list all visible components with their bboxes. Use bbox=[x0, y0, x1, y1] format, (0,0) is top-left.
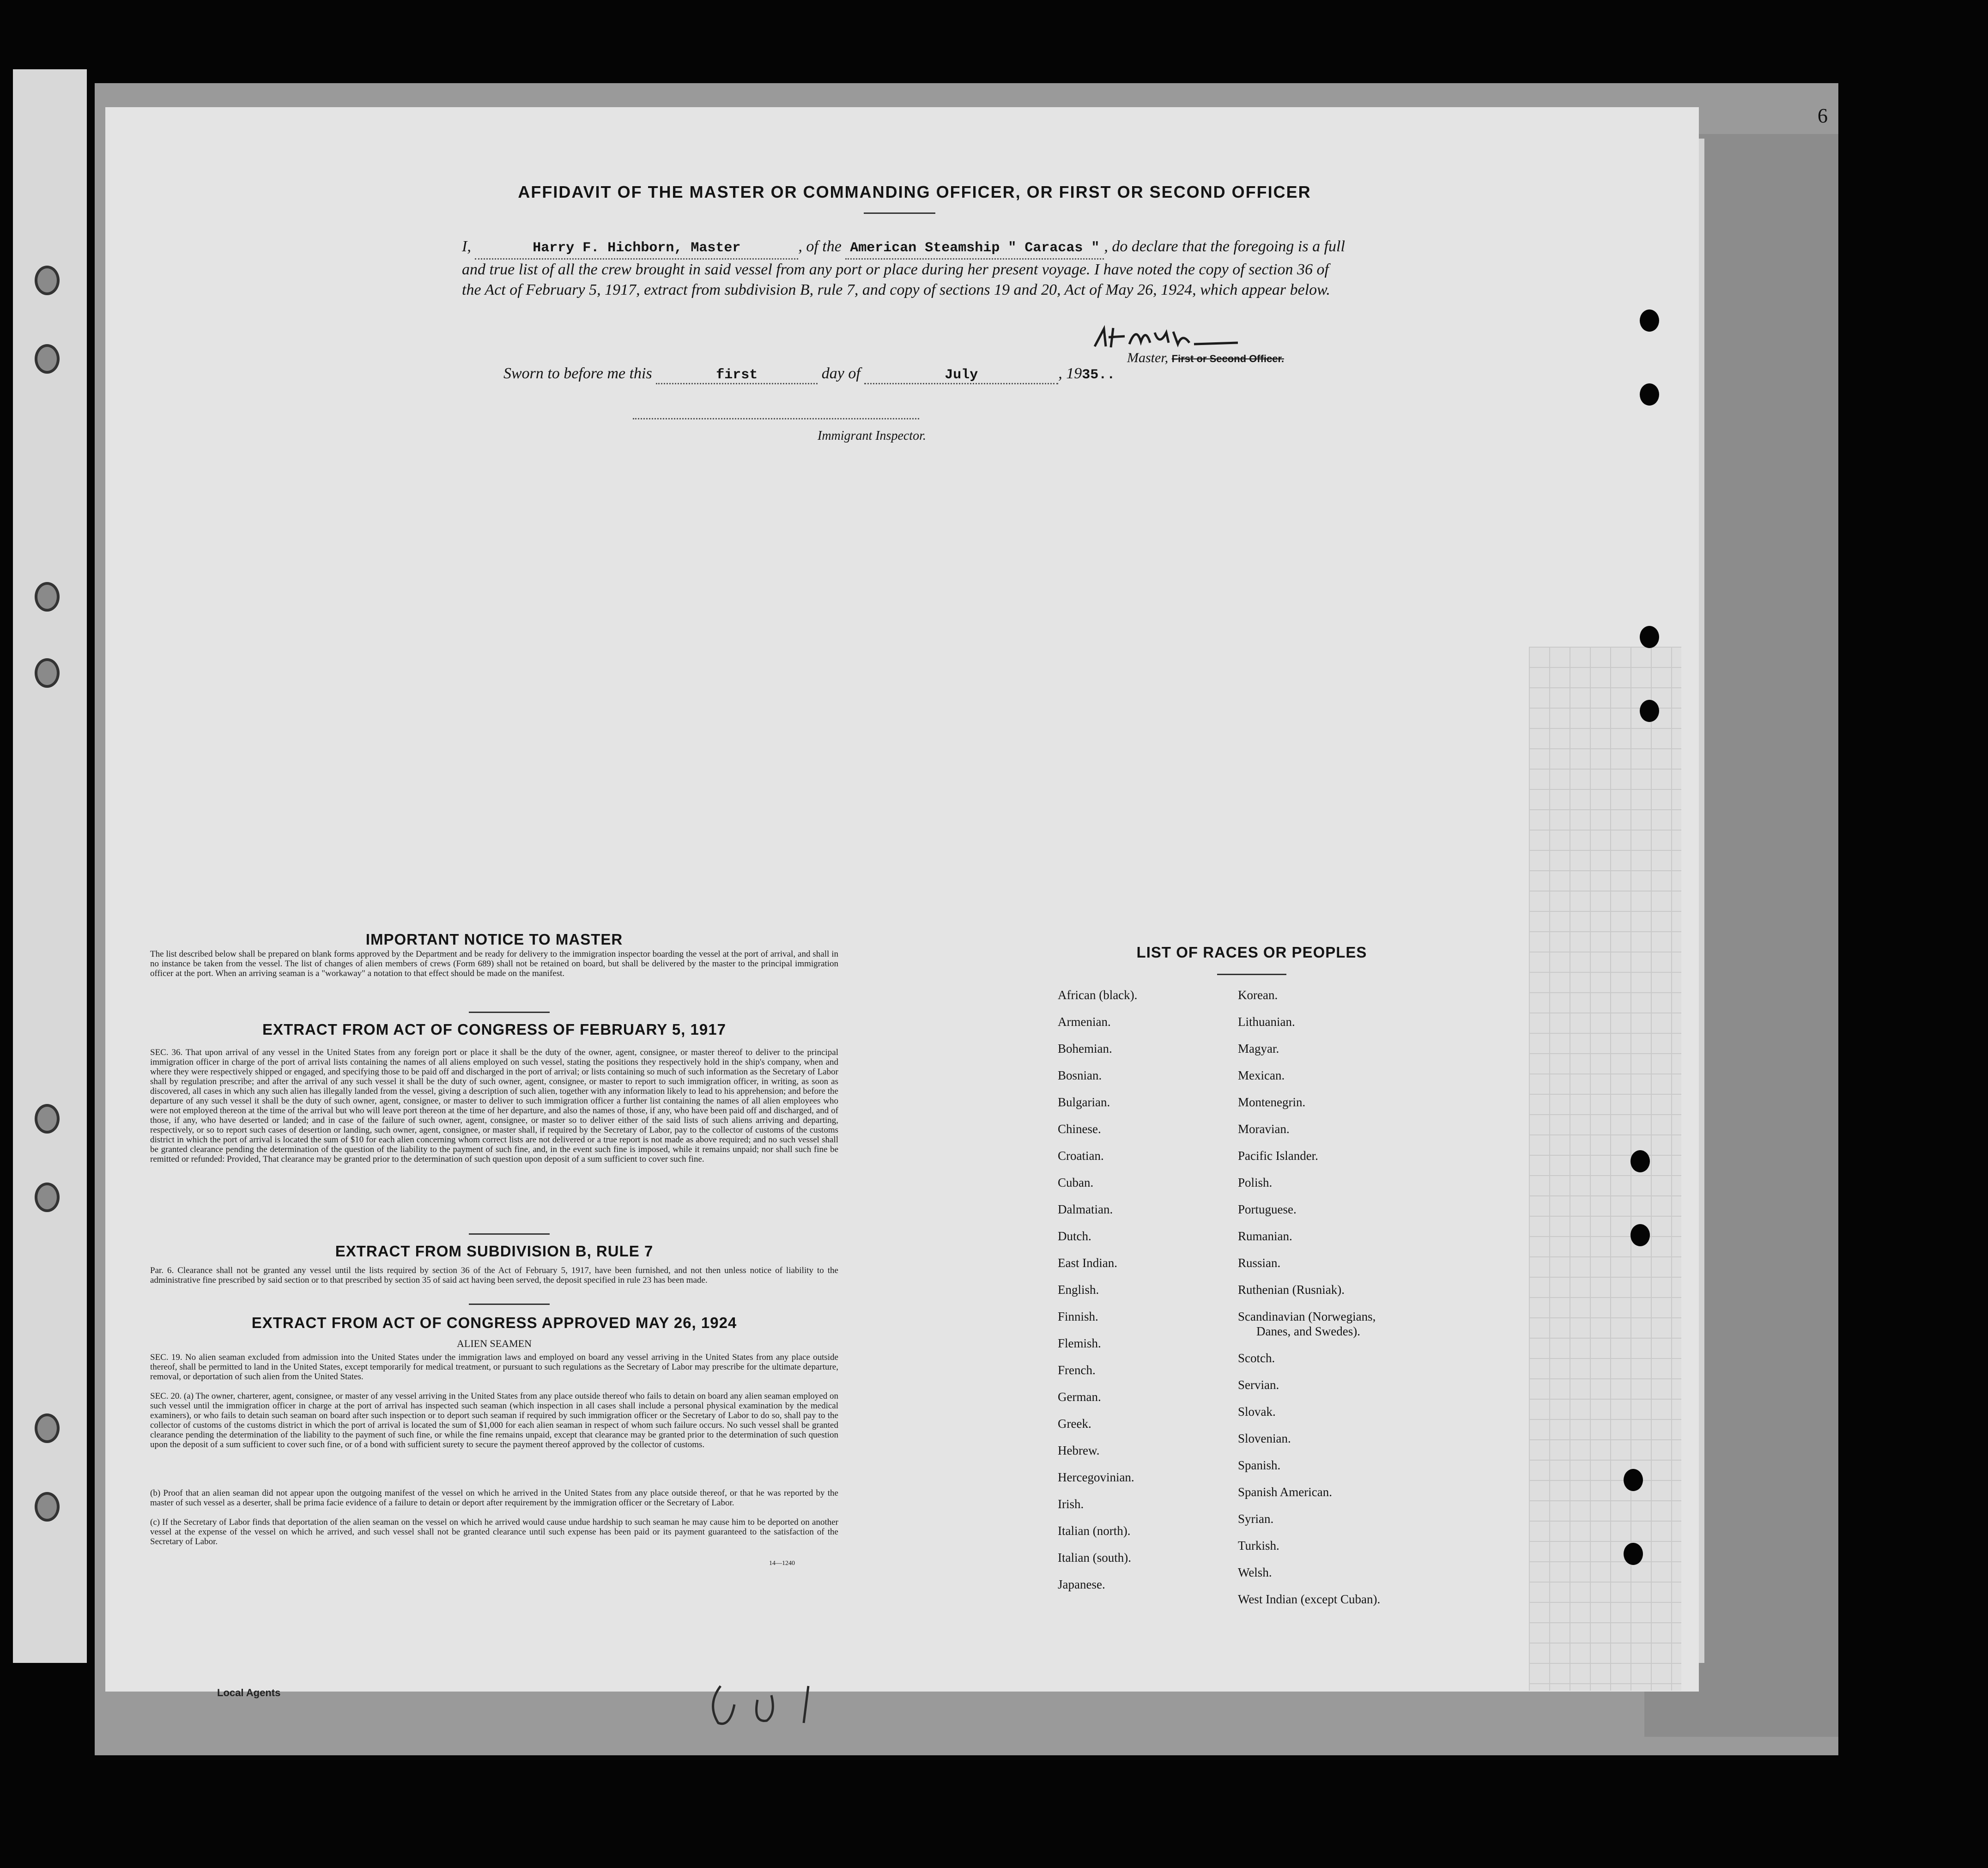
race-item: Mexican. bbox=[1238, 1068, 1285, 1082]
race-item: Dalmatian. bbox=[1058, 1202, 1113, 1216]
affidavit-title: AFFIDAVIT OF THE MASTER OR COMMANDING OFFICER, OR FIRST OR SECOND OFFICER bbox=[518, 182, 1311, 201]
binder-hole bbox=[35, 1492, 60, 1522]
race-item: Slovak. bbox=[1238, 1405, 1276, 1419]
race-item: Japanese. bbox=[1058, 1577, 1105, 1591]
race-item: African (black). bbox=[1058, 988, 1138, 1002]
race-item: Magyar. bbox=[1238, 1042, 1279, 1055]
divider bbox=[469, 1233, 550, 1235]
affidavit-prefix: I, bbox=[462, 238, 471, 255]
race-item: Syrian. bbox=[1238, 1512, 1274, 1526]
race-item: Cuban. bbox=[1058, 1176, 1094, 1189]
vessel-name-field: American Steamship " Caracas " bbox=[845, 238, 1104, 260]
sworn-line: Sworn to before me this first day of July , 1935.. bbox=[503, 365, 1115, 384]
race-item: Welsh. bbox=[1238, 1565, 1272, 1579]
race-item: Bosnian. bbox=[1058, 1068, 1102, 1082]
binder-hole bbox=[35, 582, 60, 612]
punch-hole bbox=[1640, 383, 1659, 406]
handwritten-mark bbox=[702, 1677, 896, 1732]
divider bbox=[864, 212, 935, 214]
races-title: LIST OF RACES OR PEOPLES bbox=[1136, 944, 1367, 961]
affidavit-of-the: , of the bbox=[798, 238, 842, 255]
race-item: French. bbox=[1058, 1363, 1096, 1377]
extract-1924-title: EXTRACT FROM ACT OF CONGRESS APPROVED MAY 26, 1924 bbox=[251, 1314, 737, 1331]
race-item: Servian. bbox=[1238, 1378, 1279, 1392]
race-item: West Indian (except Cuban). bbox=[1238, 1592, 1381, 1606]
section-20b-text: (b) Proof that an alien seaman did not appear upon the outgoing manifest of the vessel on which he arrived in the United States from any place outside thereof, or that he was reported by the master of such vessel as a deserter, shall be prima facie evidence of a failure to detain or deport after requirement by the immigration officer or the Secretary of Labor. bbox=[150, 1488, 838, 1508]
local-agents-label: Local Agents bbox=[217, 1687, 281, 1698]
race-item: Hercegovinian. bbox=[1058, 1470, 1134, 1484]
race-item: Polish. bbox=[1238, 1176, 1273, 1189]
race-item: German. bbox=[1058, 1390, 1101, 1404]
race-item: Turkish. bbox=[1238, 1539, 1279, 1553]
race-item: Italian (south). bbox=[1058, 1551, 1131, 1565]
race-item: Pacific Islander. bbox=[1238, 1149, 1318, 1163]
race-item: Lithuanian. bbox=[1238, 1015, 1295, 1029]
section-20c-text: (c) If the Secretary of Labor finds that deportation of the alien seaman on the vessel on which he arrived would cause undue hardship to such seaman he may cause him to be deported on another vessel at the expense of the vessel on which he arrived, and such vessel shall not be granted clearance until such expense has been paid or its payment guaranteed to the satisfaction of the Secretary of Labor. bbox=[150, 1517, 838, 1547]
sworn-day-field: first bbox=[656, 367, 818, 384]
race-item: Chinese. bbox=[1058, 1122, 1101, 1136]
extract-1917-text: SEC. 36. That upon arrival of any vessel in the United States from any foreign port or place it shall be the duty of the owner, agent, consignee, or master thereof to deliver to the principal immigration officer in charge of the port of arrival lists containing the names of all aliens employed on such vessel, stating the positions they respectively hold in the ship's company, when and where they were respectively shipped or engaged, and specifying those to be paid off and discharged in the port of arrival; or lists containing so much of such information as the Secretary of Labor shall by regulation prescribe; and after the arrival of any such vessel it shall be the duty of such owner, agent, consignee, or master to report to such immigration officer, in writing, as soon as discovered, all cases in which any such alien has illegally landed from the vessel, giving a description of such alien, together with any information likely to lead to his apprehension; and before the departure of any such vessel it shall be the duty of such owner, agent, consignee, or master to deliver to such immigration officer a further list containing the names of all alien employees who were not employed thereon at the time of the arrival but who will leave port thereon at the time of her departure, and also the names of those, if any, who have been paid off and discharged, and of those, if any, who have deserted or landed; and in case of the failure of such owner, agent, consignee, or master so to deliver either of the said lists of such aliens arriving and departing, respectively, or so to report such cases of desertion or landing, such owner, agent, consignee, or master shall, if required by the Secretary of Labor, pay to the collector of customs of the customs district in which the port of arrival is located the sum of $10 for each alien concerning whom correct lists are not delivered or a true report is not made as above required; and no such vessel shall be granted clearance pending the determination of the question of the liability to the payment of such fine, and, in the event such fine is imposed, while it remains unpaid; nor shall such fine be remitted or refunded: Provided, That clearance may be granted prior to the determination of such question upon deposit of a sum sufficient to cover such fine. bbox=[150, 1048, 838, 1164]
section-19-text: SEC. 19. No alien seaman excluded from admission into the United States under the immigration laws and employed on board any vessel arriving in the United States from any place outside thereof, shall be permitted to land in the United States, except temporarily for medical treatment, or pursuant to such regulations as the Secretary of Labor may prescribe for the ultimate departure, removal, or deportation of such alien from the United States. bbox=[150, 1352, 838, 1382]
extract-1917-title: EXTRACT FROM ACT OF CONGRESS OF FEBRUARY 5, 1917 bbox=[262, 1021, 726, 1038]
notice-text: The list described below shall be prepared on blank forms approved by the Department and be ready for delivery to the immigration inspector boarding the vessel at the port of arrival, and shall in no instance be taken from the vessel. The list of changes of alien members of crews (Form 689) shall not be retained on board, but shall be delivered by the master to the principal immigration officer at the port. When an arriving seaman is a "workaway" a notation to that effect should be made on the manifest. bbox=[150, 949, 838, 978]
race-item: Rumanian. bbox=[1238, 1229, 1292, 1243]
race-item: Portuguese. bbox=[1238, 1202, 1297, 1216]
punch-hole bbox=[1624, 1469, 1643, 1491]
race-item: Hebrew. bbox=[1058, 1443, 1100, 1457]
binder-hole bbox=[35, 1183, 60, 1212]
binder-hole bbox=[35, 344, 60, 374]
race-item: Spanish American. bbox=[1238, 1485, 1332, 1499]
affidavit-statement bbox=[462, 237, 1351, 300]
race-item: Danes, and Swedes). bbox=[1256, 1324, 1360, 1338]
race-item: Irish. bbox=[1058, 1497, 1084, 1511]
race-item: Scandinavian (Norwegians, bbox=[1238, 1310, 1376, 1323]
divider bbox=[469, 1012, 550, 1013]
race-item: Korean. bbox=[1238, 988, 1278, 1002]
race-item: Croatian. bbox=[1058, 1149, 1104, 1163]
races-list-left bbox=[1058, 982, 1137, 1598]
section-20a-text: SEC. 20. (a) The owner, charterer, agent, consignee, or master of any vessel arriving in the United States from any place outside thereof who fails to detain on board any alien seaman employed on such vessel until the immigration officer in charge at the port of arrival has inspected such seaman (which inspection in all cases shall include a personal physical examination by the medical examiners), or who fails to detain such seaman on board after such inspection or to deport such seaman if required by such immigration officer or the Secretary of Labor to do so, shall pay to the collector of customs of the customs district in which the port of arrival is located the sum of $1,000 for each alien seaman in respect of whom such failure occurs. No such vessel shall be granted clearance pending the determination of the liability to the payment of such fine, or while the fine remains unpaid, except that clearance may be granted prior to the determination of such question upon the deposit of a sum sufficient to cover such fine, or of a bond with sufficient surety to secure the payment thereof approved by the collector of customs. bbox=[150, 1391, 838, 1450]
grid-paper-edge bbox=[1529, 647, 1681, 1691]
sworn-year-field: 35.. bbox=[1082, 367, 1115, 383]
race-item: Ruthenian (Rusniak). bbox=[1238, 1283, 1345, 1297]
notice-title: IMPORTANT NOTICE TO MASTER bbox=[365, 931, 623, 948]
race-item: Bohemian. bbox=[1058, 1042, 1112, 1055]
binder-hole bbox=[35, 1413, 60, 1443]
alien-seamen-subtitle: ALIEN SEAMEN bbox=[457, 1338, 532, 1349]
race-item: East Indian. bbox=[1058, 1256, 1117, 1270]
struck-officer-text: First or Second Officer. bbox=[1171, 353, 1284, 364]
punch-hole bbox=[1630, 1224, 1650, 1246]
race-item: Russian. bbox=[1238, 1256, 1281, 1270]
race-item: Montenegrin. bbox=[1238, 1095, 1306, 1109]
affidavit-declare: , do declare bbox=[1104, 238, 1178, 255]
race-item: Spanish. bbox=[1238, 1458, 1281, 1472]
punch-hole bbox=[1630, 1150, 1650, 1172]
inspector-signature-line bbox=[633, 418, 919, 419]
punch-hole bbox=[1640, 309, 1659, 332]
race-item: Dutch. bbox=[1058, 1229, 1091, 1243]
sworn-month-field: July bbox=[864, 367, 1058, 384]
race-item: Moravian. bbox=[1238, 1122, 1290, 1136]
punch-hole bbox=[1640, 700, 1659, 722]
punch-hole bbox=[1624, 1543, 1643, 1565]
master-name-field: Harry F. Hichborn, Master bbox=[475, 238, 798, 260]
punch-hole bbox=[1640, 626, 1659, 648]
binder-hole bbox=[35, 1104, 60, 1134]
document-page bbox=[105, 107, 1699, 1692]
signature-title: Master, First or Second Officer. bbox=[1127, 350, 1284, 365]
extract-rule7-title: EXTRACT FROM SUBDIVISION B, RULE 7 bbox=[335, 1243, 654, 1260]
race-item: Italian (north). bbox=[1058, 1524, 1131, 1538]
race-item: Scotch. bbox=[1238, 1351, 1275, 1365]
page-number: 6 bbox=[1818, 104, 1828, 127]
affidavit-body: that the foregoing is a full and true list of all the crew brought in said vessel from any port or place during her present voyage. I have noted the copy of section 36 of the Act of February 5, 1917, extract from subdivision B, rule 7, and copy of sections 19 and 20, Act of May 26, 1924, which appear below. bbox=[462, 238, 1345, 298]
race-item: Armenian. bbox=[1058, 1015, 1111, 1029]
race-item: Greek. bbox=[1058, 1417, 1091, 1431]
race-item: Flemish. bbox=[1058, 1336, 1101, 1350]
races-list-right bbox=[1238, 982, 1380, 1613]
race-item: Slovenian. bbox=[1238, 1431, 1291, 1445]
divider bbox=[1217, 974, 1286, 975]
inspector-label: Immigrant Inspector. bbox=[818, 429, 926, 443]
race-item: Bulgarian. bbox=[1058, 1095, 1110, 1109]
binder-hole bbox=[35, 658, 60, 688]
race-item: Finnish. bbox=[1058, 1310, 1098, 1323]
divider bbox=[469, 1304, 550, 1305]
form-number: 14—1240 bbox=[769, 1560, 795, 1567]
binder-hole bbox=[35, 266, 60, 295]
race-item: English. bbox=[1058, 1283, 1099, 1297]
extract-rule7-text: Par. 6. Clearance shall not be granted any vessel until the lists required by section 36 of the Act of February 5, 1917, have been furnished, and not then unless notice of liability to the administrative fine prescribed by said section or to that prescribed by section 35 of said act having been served, the deposit specified in rule 23 has been made. bbox=[150, 1266, 838, 1285]
